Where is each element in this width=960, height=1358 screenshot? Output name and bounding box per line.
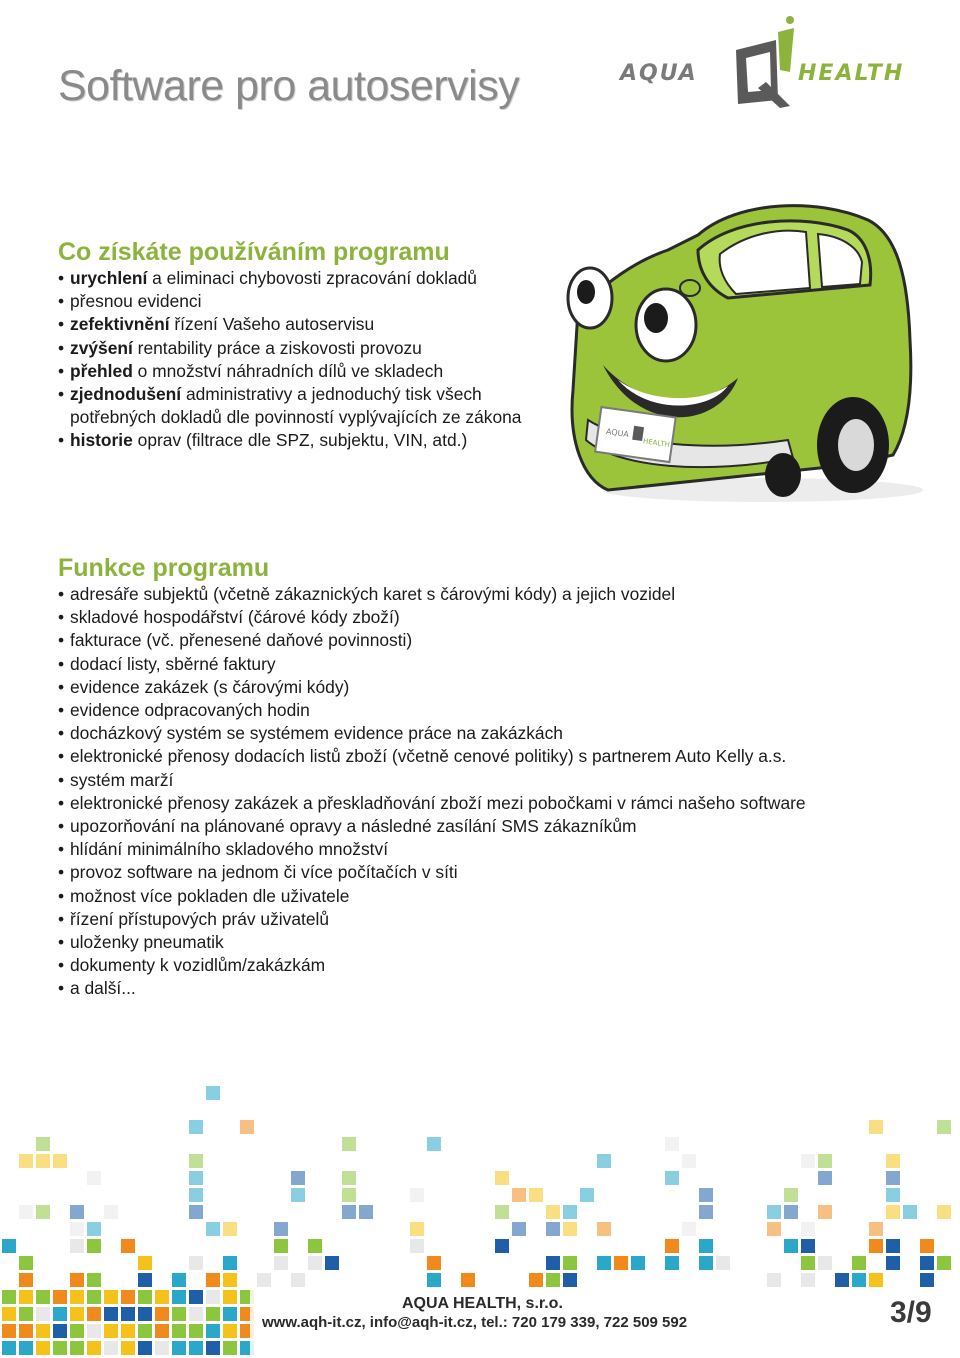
mosaic-pixel <box>818 1154 832 1168</box>
mosaic-pixel <box>70 1290 84 1304</box>
svg-text:HEALTH: HEALTH <box>642 437 671 449</box>
mosaic-pixel <box>563 1273 577 1287</box>
benefit-item-keyword: historie <box>70 430 133 451</box>
mosaic-pixel <box>937 1120 951 1134</box>
mosaic-pixel <box>70 1239 84 1253</box>
mosaic-pixel <box>19 1307 33 1321</box>
mosaic-pixel <box>138 1290 152 1304</box>
mosaic-pixel <box>189 1324 203 1338</box>
mosaic-pixel <box>597 1256 611 1270</box>
mosaic-pixel <box>87 1222 101 1236</box>
mosaic-pixel <box>87 1171 101 1185</box>
function-item: • upozorňování na plánované opravy a následné zasílání SMS zákazníkům <box>58 815 806 838</box>
functions-heading: Funkce programu <box>58 554 270 582</box>
mosaic-pixel <box>104 1324 118 1338</box>
mosaic-pixel <box>495 1239 509 1253</box>
mosaic-pixel <box>223 1341 237 1355</box>
mosaic-pixel <box>19 1154 33 1168</box>
mosaic-pixel <box>597 1222 611 1236</box>
mosaic-pixel <box>597 1154 611 1168</box>
function-item: • řízení přístupových práv uživatelů <box>58 908 806 931</box>
mosaic-pixel <box>920 1273 934 1287</box>
mosaic-pixel <box>87 1239 101 1253</box>
mosaic-pixel <box>852 1273 866 1287</box>
mosaic-pixel <box>291 1273 305 1287</box>
mosaic-pixel <box>563 1256 577 1270</box>
mosaic-pixel <box>189 1205 203 1219</box>
function-item: • hlídání minimálního skladového množství <box>58 838 806 861</box>
mosaic-pixel <box>920 1239 934 1253</box>
mosaic-pixel <box>104 1290 118 1304</box>
mosaic-pixel <box>104 1307 118 1321</box>
mosaic-pixel <box>155 1341 169 1355</box>
mosaic-pixel <box>665 1171 679 1185</box>
mosaic-pixel <box>801 1154 815 1168</box>
aqua-health-logo <box>618 12 928 112</box>
mosaic-pixel <box>359 1205 373 1219</box>
mosaic-pixel <box>767 1222 781 1236</box>
mosaic-pixel <box>767 1205 781 1219</box>
mosaic-pixel <box>563 1222 577 1236</box>
mosaic-pixel <box>70 1222 84 1236</box>
function-item: • elektronické přenosy zakázek a přeskladňování zboží mezi pobočkami v rámci našeho software <box>58 792 806 815</box>
mosaic-pixel <box>19 1205 33 1219</box>
function-item: • dodací listy, sběrné faktury <box>58 653 806 676</box>
mosaic-pixel <box>410 1188 424 1202</box>
mosaic-pixel <box>682 1154 696 1168</box>
mosaic-pixel <box>121 1324 135 1338</box>
mosaic-pixel <box>801 1256 815 1270</box>
mosaic-pixel <box>2 1239 16 1253</box>
mosaic-pixel <box>189 1307 203 1321</box>
mosaic-pixel <box>138 1256 152 1270</box>
mosaic-pixel <box>2 1290 16 1304</box>
mosaic-pixel <box>801 1239 815 1253</box>
page-number: 3/9 <box>890 1296 932 1329</box>
mosaic-pixel <box>784 1239 798 1253</box>
mosaic-pixel <box>869 1120 883 1134</box>
mosaic-pixel <box>70 1307 84 1321</box>
mosaic-pixel <box>223 1273 237 1287</box>
footer-company: AQUA HEALTH, s.r.o. <box>402 1295 563 1312</box>
mosaic-pixel <box>172 1290 186 1304</box>
mosaic-pixel <box>206 1341 220 1355</box>
mosaic-pixel <box>699 1239 713 1253</box>
mosaic-pixel <box>580 1188 594 1202</box>
mosaic-pixel <box>36 1307 50 1321</box>
mosaic-pixel <box>2 1341 16 1355</box>
logo-right-text: HEALTH <box>798 61 905 86</box>
mosaic-pixel <box>308 1239 322 1253</box>
function-item: • dokumenty k vozidlům/zakázkám <box>58 954 806 977</box>
mosaic-pixel <box>886 1171 900 1185</box>
benefit-item-text: o množství náhradních dílů ve skladech <box>132 360 444 381</box>
mosaic-pixel <box>665 1256 679 1270</box>
mosaic-pixel <box>869 1273 883 1287</box>
cartoon-car-illustration <box>548 190 928 510</box>
mosaic-pixel <box>818 1171 832 1185</box>
mosaic-pixel <box>189 1154 203 1168</box>
footer-contacts: www.aqh-it.cz, info@aqh-it.cz, tel.: 720 179 339, 722 509 592 <box>262 1314 688 1331</box>
mosaic-pixel <box>36 1324 50 1338</box>
mosaic-pixel <box>427 1273 441 1287</box>
benefit-item <box>58 383 521 429</box>
mosaic-pixel <box>699 1188 713 1202</box>
mosaic-pixel <box>546 1256 560 1270</box>
mosaic-pixel <box>172 1324 186 1338</box>
mosaic-pixel <box>784 1188 798 1202</box>
mosaic-pixel <box>206 1086 220 1100</box>
mosaic-pixel <box>19 1273 33 1287</box>
mosaic-pixel <box>546 1205 560 1219</box>
page-title: Software pro autoservisy <box>58 62 520 110</box>
benefits-heading: Co získáte používáním programu <box>58 238 450 266</box>
mosaic-pixel <box>206 1290 220 1304</box>
mosaic-pixel <box>172 1341 186 1355</box>
mosaic-pixel <box>818 1256 832 1270</box>
mosaic-pixel <box>342 1205 356 1219</box>
benefits-list <box>58 267 521 453</box>
mosaic-pixel <box>274 1239 288 1253</box>
mosaic-pixel <box>36 1341 50 1355</box>
function-item: • možnost více pokladen dle uživatele <box>58 885 806 908</box>
mosaic-pixel <box>665 1239 679 1253</box>
function-item: • fakturace (vč. přenesené daňové povinnosti) <box>58 629 806 652</box>
mosaic-pixel <box>206 1324 220 1338</box>
mosaic-pixel <box>121 1307 135 1321</box>
mosaic-pixel <box>189 1256 203 1270</box>
mosaic-pixel <box>869 1222 883 1236</box>
mosaic-pixel <box>53 1307 67 1321</box>
mosaic-pixel <box>495 1205 509 1219</box>
mosaic-pixel <box>104 1205 118 1219</box>
svg-text:AQUA: AQUA <box>605 426 630 440</box>
mosaic-pixel <box>546 1222 560 1236</box>
mosaic-pixel <box>138 1341 152 1355</box>
mosaic-pixel <box>206 1307 220 1321</box>
mosaic-pixel <box>291 1171 305 1185</box>
mosaic-pixel <box>240 1120 254 1134</box>
mosaic-pixel <box>886 1205 900 1219</box>
mosaic-pixel <box>410 1222 424 1236</box>
mosaic-pixel <box>325 1256 339 1270</box>
mosaic-pixel <box>121 1239 135 1253</box>
mosaic-pixel <box>189 1341 203 1355</box>
function-item: • systém marží <box>58 769 806 792</box>
mosaic-pixel <box>36 1205 50 1219</box>
mosaic-pixel <box>53 1341 67 1355</box>
mosaic-pixel <box>410 1239 424 1253</box>
mosaic-pixel <box>155 1290 169 1304</box>
function-item: • evidence zakázek (s čárovými kódy) <box>58 676 806 699</box>
mosaic-pixel <box>631 1256 645 1270</box>
mosaic-pixel <box>801 1222 815 1236</box>
mosaic-pixel <box>189 1171 203 1185</box>
mosaic-pixel <box>342 1171 356 1185</box>
mosaic-pixel <box>87 1273 101 1287</box>
mosaic-pixel <box>495 1171 509 1185</box>
mosaic-pixel <box>291 1188 305 1202</box>
mosaic-pixel <box>189 1120 203 1134</box>
mosaic-pixel <box>2 1324 16 1338</box>
mosaic-pixel <box>427 1137 441 1151</box>
mosaic-pixel <box>665 1137 679 1151</box>
benefit-item-continuation: potřebných dokladů dle povinností vyplývajících ze zákona <box>70 407 522 428</box>
mosaic-pixel <box>206 1273 220 1287</box>
mosaic-pixel <box>70 1205 84 1219</box>
mosaic-pixel <box>19 1256 33 1270</box>
mosaic-pixel <box>36 1290 50 1304</box>
mosaic-pixel <box>121 1341 135 1355</box>
mosaic-pixel <box>886 1188 900 1202</box>
benefit-item-keyword: urychlení <box>70 268 148 288</box>
mosaic-pixel <box>529 1188 543 1202</box>
mosaic-pixel <box>886 1256 900 1270</box>
function-item: • a další... <box>58 977 806 1000</box>
mosaic-pixel <box>19 1290 33 1304</box>
mosaic-pixel <box>70 1273 84 1287</box>
mosaic-pixel <box>682 1222 696 1236</box>
mosaic-pixel <box>138 1307 152 1321</box>
mosaic-pixel <box>512 1188 526 1202</box>
mosaic-pixel <box>699 1205 713 1219</box>
mosaic-pixel <box>121 1290 135 1304</box>
mosaic-pixel <box>920 1256 934 1270</box>
benefit-item-keyword: přehled <box>70 360 133 381</box>
mosaic-pixel <box>801 1273 815 1287</box>
function-item: • adresáře subjektů (včetně zákaznických karet s čárovými kódy) a jejich vozidel <box>58 583 806 606</box>
logo-q-mark <box>736 16 794 108</box>
mosaic-pixel <box>767 1273 781 1287</box>
mosaic-pixel <box>189 1188 203 1202</box>
mosaic-pixel <box>937 1256 951 1270</box>
benefit-item <box>58 429 521 452</box>
function-item: • docházkový systém se systémem evidence práce na zakázkách <box>58 722 806 745</box>
mosaic-pixel <box>223 1290 237 1304</box>
mosaic-pixel <box>257 1273 271 1287</box>
benefit-item-keyword: zefektivnění <box>70 314 170 335</box>
mosaic-pixel <box>835 1273 849 1287</box>
benefit-item-text: rentability práce a ziskovosti provozu <box>132 337 422 358</box>
mosaic-pixel <box>36 1154 50 1168</box>
mosaic-pixel <box>36 1137 50 1151</box>
mosaic-pixel <box>529 1273 543 1287</box>
mosaic-pixel <box>886 1239 900 1253</box>
mosaic-pixel <box>70 1324 84 1338</box>
mosaic-pixel <box>206 1222 220 1236</box>
mosaic-pixel <box>546 1273 560 1287</box>
mosaic-pixel <box>869 1239 883 1253</box>
function-item: • elektronické přenosy dodacích listů zboží (včetně cenové politiky) s partnerem Auto Kelly a.s. <box>58 745 806 768</box>
mosaic-pixel <box>903 1205 917 1219</box>
mosaic-pixel <box>937 1205 951 1219</box>
mosaic-pixel <box>342 1188 356 1202</box>
benefit-item-text: a eliminaci chybovosti zpracování dokladů <box>147 268 477 288</box>
mosaic-pixel <box>223 1222 237 1236</box>
mosaic-pixel <box>87 1307 101 1321</box>
mosaic-pixel <box>19 1324 33 1338</box>
mosaic-pixel <box>138 1273 152 1287</box>
mosaic-pixel <box>614 1256 628 1270</box>
function-item: • evidence odpracovaných hodin <box>58 699 806 722</box>
benefit-item-keyword: zjednodušení <box>70 384 182 405</box>
mosaic-pixel <box>308 1256 322 1270</box>
mosaic-pixel <box>461 1273 475 1287</box>
benefit-item-text: administrativy a jednoduchý tisk všech <box>181 384 482 405</box>
benefit-item-text: řízení Vašeho autoservisu <box>169 314 375 335</box>
function-item: • uloženky pneumatik <box>58 931 806 954</box>
mosaic-pixel <box>342 1137 356 1151</box>
mosaic-pixel <box>70 1341 84 1355</box>
mosaic-pixel <box>53 1154 67 1168</box>
mosaic-pixel <box>699 1256 713 1270</box>
mosaic-pixel <box>53 1324 67 1338</box>
benefit-item <box>58 290 521 313</box>
benefit-item-keyword: zvýšení <box>70 337 133 358</box>
mosaic-pixel <box>53 1290 67 1304</box>
mosaic-pixel <box>274 1256 288 1270</box>
mosaic-pixel <box>172 1307 186 1321</box>
benefit-item <box>58 337 521 360</box>
mosaic-pixel <box>104 1341 118 1355</box>
benefit-item-text: přesnou evidenci <box>70 291 202 312</box>
benefit-item <box>58 267 521 290</box>
mosaic-pixel <box>563 1205 577 1219</box>
mosaic-pixel <box>155 1324 169 1338</box>
function-item: • provoz software na jednom či více počítačích v síti <box>58 861 806 884</box>
mosaic-pixel <box>223 1307 237 1321</box>
mosaic-pixel <box>87 1324 101 1338</box>
mosaic-pixel <box>818 1205 832 1219</box>
mosaic-pixel <box>223 1324 237 1338</box>
mosaic-pixel <box>274 1222 288 1236</box>
mosaic-pixel <box>189 1290 203 1304</box>
mosaic-pixel <box>138 1324 152 1338</box>
mosaic-pixel <box>886 1154 900 1168</box>
functions-list <box>58 583 806 1001</box>
benefit-item-text: oprav (filtrace dle SPZ, subjektu, VIN, atd.) <box>132 430 468 451</box>
mosaic-pixel <box>716 1256 730 1270</box>
mosaic-pixel <box>172 1273 186 1287</box>
mosaic-pixel <box>512 1222 526 1236</box>
mosaic-pixel <box>2 1307 16 1321</box>
function-item: • skladové hospodářství (čárové kódy zboží) <box>58 606 806 629</box>
mosaic-pixel <box>155 1307 169 1321</box>
mosaic-pixel <box>852 1256 866 1270</box>
mosaic-pixel <box>87 1341 101 1355</box>
mosaic-pixel <box>87 1290 101 1304</box>
benefit-item <box>58 313 521 336</box>
mosaic-pixel <box>784 1205 798 1219</box>
benefit-item <box>58 360 521 383</box>
logo-left-text: AQUA <box>620 61 698 86</box>
mosaic-pixel <box>427 1256 441 1270</box>
mosaic-pixel <box>223 1256 237 1270</box>
mosaic-pixel <box>19 1341 33 1355</box>
